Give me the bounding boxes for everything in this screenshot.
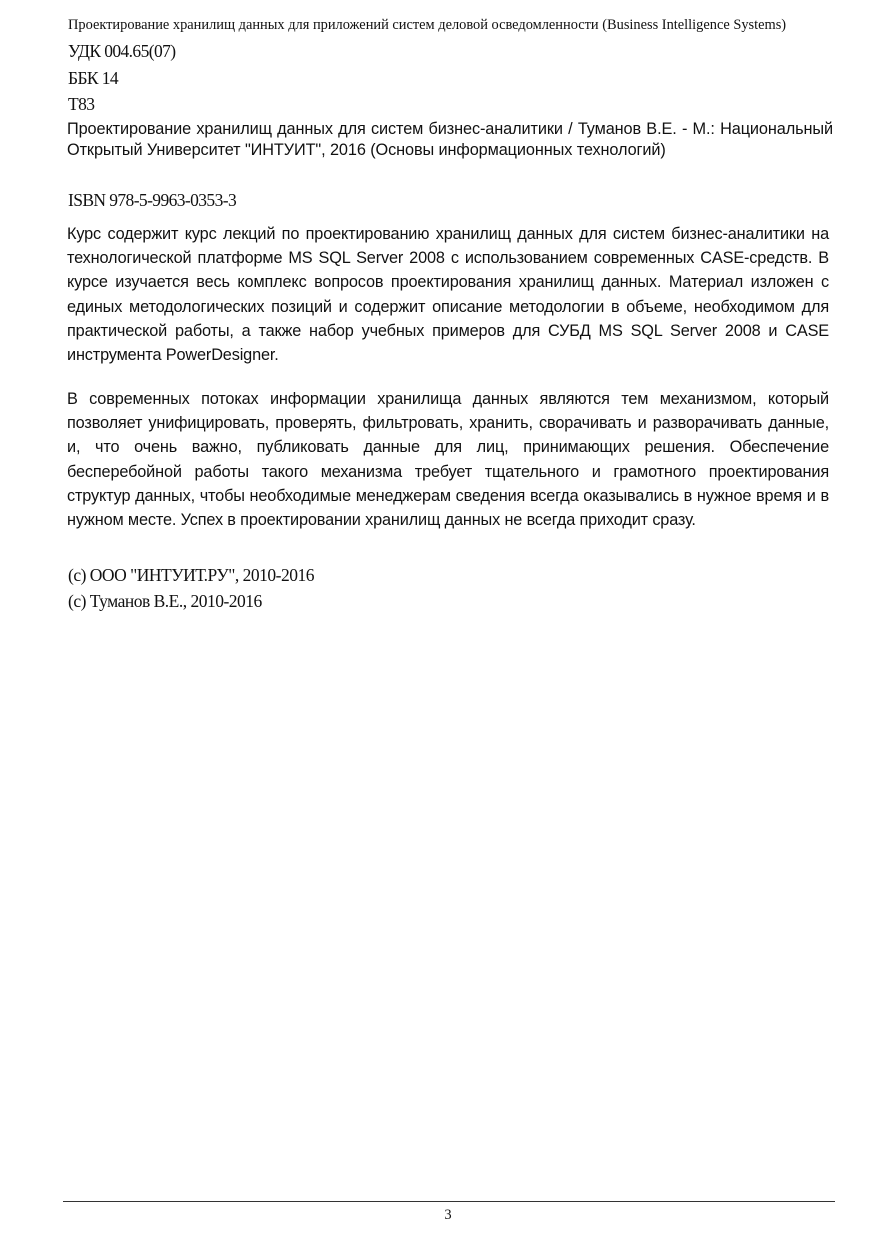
page-number: 3 [444, 1207, 452, 1223]
author-mark: Т83 [68, 94, 95, 114]
copyright-publisher: (c) ООО "ИНТУИТ.РУ", 2010-2016 [68, 565, 314, 585]
running-header: Проектирование хранилищ данных для приложений систем деловой осведомленности (Business Intelligence Systems) [68, 17, 787, 33]
bbk-code: ББК 14 [68, 68, 119, 88]
footer-divider [63, 1201, 835, 1202]
abstract-paragraph-1: Курс содержит курс лекций по проектированию хранилищ данных для систем бизнес-аналитики на технологической платформе MS SQL Server 2008 с использованием современных CASE-средств. В курсе изучается весь комплекс вопросов проектирования хранилищ данных. Материал изложен с единых методологических позиций и содержит описание методологии в объеме, необходимом для практической работы, а также набор учебных примеров для СУБД MS SQL Server 2008 и CASE инструмента PowerDesigner. [67, 225, 829, 365]
bibliographic-citation: Проектирование хранилищ данных для систем бизнес-аналитики / Туманов В.Е. - М.: Национальный Открытый Университет "ИНТУИТ", 2016 (Основы информационных технологий) [67, 120, 833, 160]
abstract-paragraph-2: В современных потоках информации хранилища данных являются тем механизмом, который позволяет унифицировать, проверять, фильтровать, хранить, сворачивать и разворачивать данные, и, что очень важно, публиковать данные для лиц, принимающих решения. Обеспечение бесперебойной работы такого механизма требует тщательного и грамотного проектирования структур данных, чтобы необходимые менеджерам сведения всегда оказывались в нужное время и в нужном месте. Успех в проектировании хранилищ данных не всегда приходит сразу. [67, 390, 829, 530]
copyright-author: (c) Туманов В.Е., 2010-2016 [68, 591, 262, 611]
isbn: ISBN 978-5-9963-0353-3 [68, 190, 237, 210]
udk-code: УДК 004.65(07) [68, 41, 176, 61]
